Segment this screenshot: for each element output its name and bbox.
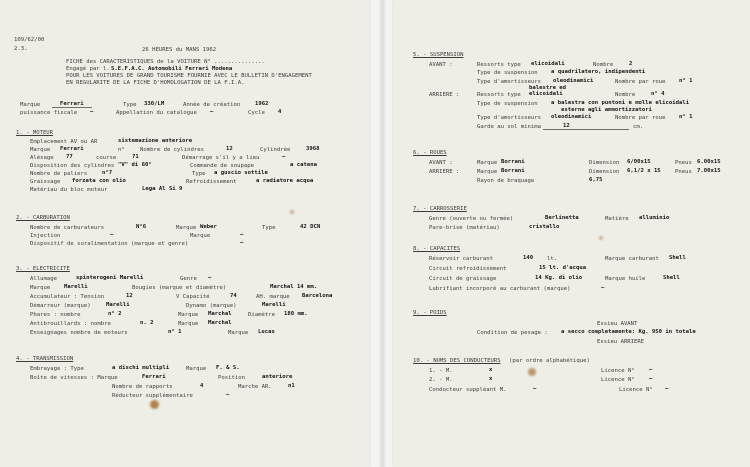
elec-marque-value: Marelli <box>64 284 88 290</box>
section-title-transmission: 4. - TRANSMISSION <box>16 356 74 362</box>
genre-label: Genre (ouverte ou fermée) <box>429 216 514 222</box>
circuit-graissage-value: 14 Kg. di olio <box>535 275 583 281</box>
circuit-graissage-label: Circuit de graissage <box>429 276 497 282</box>
suppleant-value: — <box>533 386 537 392</box>
disposition-label: Disposition des cylindres <box>30 163 115 169</box>
rapports-label: Nombre de rapports <box>112 384 173 390</box>
roues-marque-value: Borrani <box>501 159 525 165</box>
ressorts-ar-value-1: balestre ed <box>529 85 567 91</box>
injection-value: — <box>110 232 114 238</box>
condition-pesage-value: a secco completamente: Kg. 950 in totale <box>561 329 696 335</box>
dynamo-label: Dynamo (marque) <box>186 303 237 309</box>
suspension-arriere-label: ARRIERE : <box>429 92 460 98</box>
refroid-value: a radiatore acqua <box>256 178 314 184</box>
condition-pesage-label: Condition de pesage : <box>477 330 548 336</box>
suspension-avant-label: AVANT : <box>429 62 453 68</box>
antibrouillards-value: n. 2 <box>140 320 154 326</box>
intro-line-4: EN REGULARITE DE LA FICHE D'HOMOLOGATION DE LA F.I.A. <box>66 80 245 86</box>
type-suspension-ar-value-2: esterne agli ammortizzatori <box>561 107 652 113</box>
suralim-label: Dispositif de suralimentation (marque et genre) <box>30 241 189 247</box>
genre-value: Berlinetta <box>545 215 579 221</box>
left-page <box>0 0 370 467</box>
puissance-value: — <box>90 109 94 115</box>
marque-huile-label: Marque huile <box>605 276 646 282</box>
bougies-value: Marchal 14 mm. <box>270 284 318 290</box>
roues-arriere-label: ARRIERE : <box>429 169 460 175</box>
soupape-label: Commande de soupape <box>190 163 254 169</box>
roues-ar-marque-value: Borrani <box>501 168 525 174</box>
rayon-label: Rayon de braquage <box>477 178 535 184</box>
moteurs-marque-label: Marque <box>228 330 249 336</box>
annee-value: 1962 <box>255 101 269 107</box>
document-ref: 109/62/00 <box>14 37 45 43</box>
pneus-ar-label: Pneus <box>675 169 692 175</box>
ressorts-nombre-label: Nombre <box>593 62 614 68</box>
paliers-label: Nombre de paliers <box>30 171 88 177</box>
demarreur-label: Démarreur (marque) <box>30 303 91 309</box>
carb-type-label: Type <box>262 225 276 231</box>
event-header: 26 HEURES du MANS 1962 <box>142 47 217 53</box>
antib-marque-label: Marque <box>178 321 199 327</box>
emplacement-label: Emplacement AV ou AR <box>30 139 98 145</box>
pneus-ar-value: 7.00x15 <box>697 168 721 174</box>
inj-marque-value: — <box>240 232 244 238</box>
reservoir-value: 140 <box>523 255 534 261</box>
dynamo-value: Marelli <box>262 302 286 308</box>
roues-avant-label: AVANT : <box>429 160 453 166</box>
ressorts-ar-nombre-value: n° 4 <box>651 91 665 97</box>
materiau-value: Lega Al Si 9 <box>142 186 183 192</box>
licence-3-value: — <box>665 386 669 392</box>
marche-ar-value: n1 <box>288 383 295 389</box>
marque-carburant-value: Shell <box>669 255 686 261</box>
amortisseurs-label: Type d'amortisseurs <box>477 79 541 85</box>
section-title-electricite: 3. - ELECTRICITE <box>16 266 70 272</box>
materiau-label: Matériau du bloc moteur <box>30 187 108 193</box>
alesage-value: 77 <box>66 154 73 160</box>
licence-2-value: — <box>649 376 653 382</box>
carb-marque-value: Weber <box>200 224 217 230</box>
nombre-par-roue-value: n° 1 <box>679 78 693 84</box>
lubrifiant-value: — <box>601 285 605 291</box>
carburateurs-label: Nombre de carburateurs <box>30 225 105 231</box>
matiere-label: Matière <box>605 216 629 222</box>
disposition-value: "V" di 60° <box>118 162 152 168</box>
carb-marque-label: Marque <box>176 225 197 231</box>
licence-1-value: — <box>649 367 653 373</box>
book-fold-shadow <box>378 0 387 467</box>
intro-line-1: FICHE des CARACTERISTIQUES de la VOITURE N° ............... <box>66 59 265 65</box>
intro-line-3: POUR LES VOITURES DE GRAND TOURISME FOURNIE AVEC LE BULLETIN D'ENGAGEMENT <box>66 73 312 79</box>
pare-brise-value: cristallo <box>529 224 560 230</box>
phares-marque-value: Marchal <box>208 311 232 317</box>
section-title-poids: 9. - POIDS <box>413 310 447 316</box>
nombre-par-roue-label: Nombre par roue <box>615 79 666 85</box>
allumage-value: spinterogeni Marelli <box>76 275 144 281</box>
suppleant-label: Conducteur suppléant M. <box>429 387 507 393</box>
pneus-value: 6.00x15 <box>697 159 721 165</box>
type-suspension-ar-value-1: a balestra con puntoni e molle elicoidali <box>551 100 690 106</box>
embrayage-marque-label: Marque <box>186 366 207 372</box>
moteur-marque-label: Marque <box>30 147 51 153</box>
capacite-label: V Capacité <box>176 294 210 300</box>
rayon-value: 6,75 <box>589 177 603 183</box>
type-label: Type <box>123 102 137 108</box>
phares-marque-label: Marque <box>178 312 199 318</box>
accumulateur-label: Accumulateur : Tension <box>30 294 105 300</box>
moteurs-marque-value: Lucas <box>258 329 275 335</box>
allumage-label: Allumage <box>30 276 57 282</box>
roues-marque-label: Marque <box>477 160 498 166</box>
boite-value: Ferrari <box>142 374 166 380</box>
roues-dimension-label: Dimension <box>589 160 620 166</box>
rapports-value: 4 <box>200 383 204 389</box>
section-title-suspension: 5. - SUSPENSION <box>413 52 464 58</box>
marque-carburant-label: Marque carburant <box>605 256 659 262</box>
allumage-genre-label: Genre <box>180 276 197 282</box>
conducteur-2-value: x <box>489 376 493 382</box>
section-title-carrosserie: 7. - CARROSSERIE <box>413 206 467 212</box>
antib-marque-value: Marchal <box>208 320 232 326</box>
pare-brise-label: Pare-brise (matériau) <box>429 225 500 231</box>
matiere-value: alluminio <box>639 215 670 221</box>
right-page <box>393 0 750 467</box>
ressorts-nombre-value: 2 <box>629 61 633 67</box>
capacite-value: 74 <box>230 293 237 299</box>
position-value: anteriore <box>262 374 293 380</box>
allumage-genre-value: — <box>208 275 212 281</box>
document-ref-2: 2.3. <box>14 46 28 52</box>
cylindree-value: 3968 <box>306 146 320 152</box>
licence-2-label: Licence N° <box>601 377 635 383</box>
alesage-label: Alésage <box>30 155 54 161</box>
reducteur-label: Réducteur supplémentaire <box>112 393 193 399</box>
antibrouillards-label: Antibrouillards : nombre <box>30 321 111 327</box>
soupape-value: a catena <box>290 162 317 168</box>
demarrage-value: — <box>282 154 286 160</box>
licence-1-label: Licence N° <box>601 368 635 374</box>
bougies-label: Bougies (marque et diamètre) <box>132 285 227 291</box>
diametre-label: Diamètre <box>248 312 275 318</box>
acc-marque-label: AH. marque <box>256 294 290 300</box>
licence-3-label: Licence N° <box>619 387 653 393</box>
carburateurs-value: N°6 <box>136 224 147 230</box>
graissage-value: forzata con olio <box>72 178 126 184</box>
section-title-roues: 6. - ROUES <box>413 150 447 156</box>
reducteur-value: — <box>226 392 230 398</box>
amortisseurs-value: oleodinamici <box>553 78 594 84</box>
ressorts-value: elicoidali <box>531 61 565 67</box>
cycle-value: 4 <box>278 109 282 115</box>
appellation-value: — <box>210 109 214 115</box>
graissage-label: Graissage <box>30 179 61 185</box>
moteurs-label: Enseignages nombre de moteurs <box>30 330 128 336</box>
ressorts-label: Ressorts type <box>477 62 521 68</box>
reservoir-label: Réservoir carburant <box>429 256 493 262</box>
boite-label: Boîte de vitesses : Marque <box>30 375 118 381</box>
demarrage-label: Démarrage s'il y a lieu <box>182 155 260 161</box>
course-label: course <box>96 155 117 161</box>
circuit-refroid-label: Circuit refroidissement <box>429 266 507 272</box>
conducteurs-subtitle: (par ordre alphabétique) <box>509 358 590 364</box>
conducteur-1-label: 1. - M. <box>429 368 453 374</box>
pneus-label: Pneus <box>675 160 692 166</box>
elec-marque-label: Marque <box>30 285 51 291</box>
roues-ar-marque-label: Marque <box>477 169 498 175</box>
roues-dimension-value: 6/00x15 <box>627 159 651 165</box>
essieu-arriere-label: Essieu ARRIERE <box>597 339 645 345</box>
position-label: Position <box>218 375 245 381</box>
paliers-type-value: a guscio sottile <box>214 170 268 176</box>
essieu-avant-label: Essieu AVANT <box>597 321 638 327</box>
nombre-par-roue-ar-label: Nombre par roue <box>615 115 666 121</box>
inj-marque-label: Marque <box>190 233 211 239</box>
embrayage-marque-value: F. & S. <box>216 365 240 371</box>
type-value: 330/LM <box>144 101 165 107</box>
cylinders-label: Nombre de cylindres <box>140 147 204 153</box>
suralim-value: — <box>240 240 244 246</box>
stain-mark <box>599 236 603 240</box>
carb-type-value: 42 DCN <box>300 224 321 230</box>
phares-label: Phares : nombre <box>30 312 81 318</box>
marque-value: Ferrari <box>60 101 84 107</box>
paliers-value: n°7 <box>102 170 113 176</box>
type-suspension-label: Type de suspension <box>477 70 538 76</box>
garde-unit: cm. <box>633 124 644 130</box>
marque-label: Marque <box>20 102 41 108</box>
section-title-conducteurs: 10. - NOMS DES CONDUCTEURS <box>413 358 501 364</box>
cylinders-value: 12 <box>226 146 233 152</box>
emplacement-value: sistemazione anteriore <box>118 138 193 144</box>
embrayage-value: a dischi multipli <box>112 365 170 371</box>
section-title-moteur: 1. - MOTEUR <box>16 130 54 136</box>
cycle-label: Cycle <box>248 110 265 116</box>
tension-value: 12 <box>126 293 133 299</box>
cylindree-label: Cylindrée <box>260 147 291 153</box>
section-title-capacites: 8. - CAPACITES <box>413 246 461 252</box>
type-suspension-value: a quadrilatero, indipendenti <box>551 69 646 75</box>
stain-mark <box>150 400 159 409</box>
ressorts-ar-value-2: elicoidali <box>529 91 563 97</box>
circuit-refroid-value: 15 lt. d'acqua <box>539 265 587 271</box>
paliers-type-label: Type <box>192 171 206 177</box>
appellation-label: Appellation du catalogue <box>116 110 197 116</box>
acc-marque-value: Barcelona <box>302 293 333 299</box>
conducteur-1-value: x <box>489 367 493 373</box>
marque-huile-value: Shell <box>663 275 680 281</box>
reservoir-unit: lt. <box>547 256 558 262</box>
stain-mark <box>290 210 294 214</box>
conducteur-2-label: 2. - M. <box>429 377 453 383</box>
stain-mark <box>528 368 536 376</box>
ressorts-ar-nombre-label: Nombre <box>615 92 636 98</box>
embrayage-label: Embrayage : Type <box>30 366 84 372</box>
garde-value: 12 <box>563 123 570 129</box>
roues-ar-dimension-value: 6,1/2 x 15 <box>627 168 661 174</box>
refroid-label: Refroidissement <box>186 179 237 185</box>
intro-line-2-label: Engagé par l. <box>66 66 110 72</box>
demarreur-value: Marelli <box>106 302 130 308</box>
marche-ar-label: Marche AR. <box>238 384 272 390</box>
moteurs-value: n° 1 <box>168 329 182 335</box>
garde-label: Garde au sol minima <box>477 124 541 130</box>
injection-label: Injection <box>30 233 61 239</box>
amortisseurs-ar-label: Type d'amortisseurs <box>477 115 541 121</box>
type-suspension-ar-label: Type de suspension <box>477 101 538 107</box>
course-value: 71 <box>132 154 139 160</box>
moteur-marque-value: Ferrari <box>60 146 84 152</box>
section-title-carburation: 2. - CARBURATION <box>16 215 70 221</box>
entrant-value: S.E.F.A.C. Automobili Ferrari Modena <box>111 66 233 72</box>
roues-ar-dimension-label: Dimension <box>589 169 620 175</box>
amortisseurs-ar-value: oleodinamici <box>551 114 592 120</box>
phares-value: n° 2 <box>108 311 122 317</box>
diametre-value: 180 mm. <box>284 311 308 317</box>
nombre-par-roue-ar-value: n° 1 <box>679 114 693 120</box>
ressorts-ar-label: Ressorts type <box>477 92 521 98</box>
moteur-no-label: n° <box>118 147 125 153</box>
annee-label: Année de création <box>183 102 241 108</box>
puissance-label: puissance fiscale <box>20 110 78 116</box>
lubrifiant-label: Lubrifiant incorporé au carburant (marque) <box>429 286 571 292</box>
